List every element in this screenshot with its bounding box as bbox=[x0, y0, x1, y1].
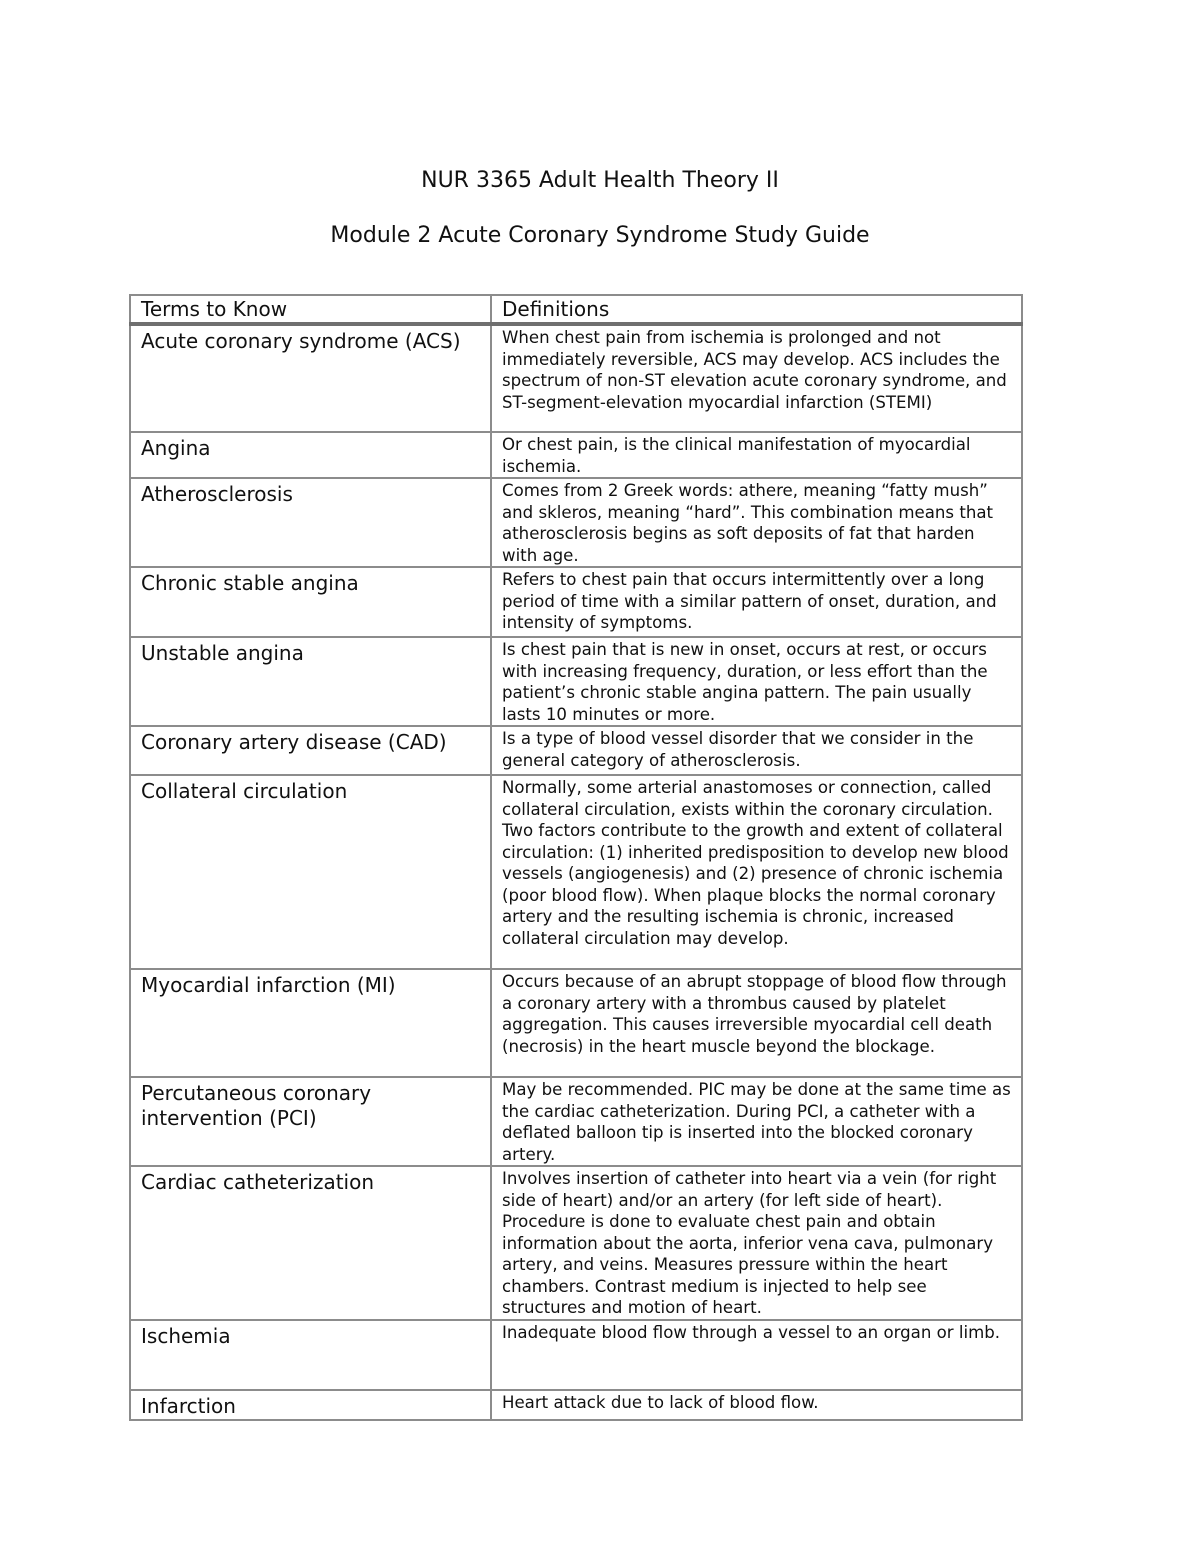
table-row bbox=[130, 567, 1022, 637]
definition-cell: Heart attack due to lack of blood flow. bbox=[491, 1390, 1022, 1420]
header-definitions: Definitions bbox=[491, 295, 1022, 324]
term-cell: Angina bbox=[130, 432, 491, 478]
table-header-row bbox=[130, 295, 1022, 324]
table-row bbox=[130, 478, 1022, 567]
definition-cell: Occurs because of an abrupt stoppage of blood flow through a coronary artery with a thrombus caused by platelet aggregation. This causes irreversible myocardial cell death (necrosis) in the heart muscle beyond the blockage. bbox=[491, 969, 1022, 1077]
definition-cell: Is chest pain that is new in onset, occurs at rest, or occurs with increasing frequency, duration, or less effort than the patient’s chronic stable angina pattern. The pain usually lasts 10 minutes or more. bbox=[491, 637, 1022, 726]
definition-cell: Is a type of blood vessel disorder that we consider in the general category of atherosclerosis. bbox=[491, 726, 1022, 775]
table-row bbox=[130, 324, 1022, 432]
term-cell: Infarction bbox=[130, 1390, 491, 1420]
table-row bbox=[130, 726, 1022, 775]
definition-cell: Inadequate blood flow through a vessel to an organ or limb. bbox=[491, 1320, 1022, 1390]
header-terms: Terms to Know bbox=[130, 295, 491, 324]
table-row bbox=[130, 432, 1022, 478]
table-row bbox=[130, 1166, 1022, 1320]
term-cell: Collateral circulation bbox=[130, 775, 491, 969]
definition-cell: May be recommended. PIC may be done at the same time as the cardiac catheterization. During PCI, a catheter with a deflated balloon tip is inserted into the blocked coronary artery. bbox=[491, 1077, 1022, 1166]
term-cell: Acute coronary syndrome (ACS) bbox=[130, 324, 491, 432]
table-row bbox=[130, 1320, 1022, 1390]
table-row bbox=[130, 637, 1022, 726]
table-row bbox=[130, 969, 1022, 1077]
term-cell: Atherosclerosis bbox=[130, 478, 491, 567]
term-cell: Chronic stable angina bbox=[130, 567, 491, 637]
term-cell: Ischemia bbox=[130, 1320, 491, 1390]
definition-cell: Involves insertion of catheter into heart via a vein (for right side of heart) and/or an artery (for left side of heart). Procedure is done to evaluate chest pain and obtain information about the aorta, inferior vena cava, pulmonary artery, and veins. Measures pressure within the heart chambers. Contrast medium is injected to help see structures and motion of heart. bbox=[491, 1166, 1022, 1320]
term-cell: Percutaneous coronary intervention (PCI) bbox=[130, 1077, 491, 1166]
table-row bbox=[130, 1077, 1022, 1166]
term-cell: Myocardial infarction (MI) bbox=[130, 969, 491, 1077]
term-cell: Cardiac catheterization bbox=[130, 1166, 491, 1320]
definition-cell: When chest pain from ischemia is prolonged and not immediately reversible, ACS may develop. ACS includes the spectrum of non-ST elevation acute coronary syndrome, and ST-segment-elevation myocardial infarction (STEMI) bbox=[491, 324, 1022, 432]
document-subtitle: Module 2 Acute Coronary Syndrome Study Guide bbox=[330, 223, 870, 248]
definition-cell: Or chest pain, is the clinical manifestation of myocardial ischemia. bbox=[491, 432, 1022, 478]
definition-cell: Normally, some arterial anastomoses or connection, called collateral circulation, exists within the coronary circulation. Two factors contribute to the growth and extent of collateral circulation: (1) inherited predisposition to develop new blood vessels (angiogenesis) and (2) presence of chronic ischemia (poor blood flow). When plaque blocks the normal coronary artery and the resulting ischemia is chronic, increased collateral circulation may develop. bbox=[491, 775, 1022, 969]
term-cell: Unstable angina bbox=[130, 637, 491, 726]
table-row bbox=[130, 775, 1022, 969]
term-cell: Coronary artery disease (CAD) bbox=[130, 726, 491, 775]
definition-cell: Refers to chest pain that occurs intermittently over a long period of time with a similar pattern of onset, duration, and intensity of symptoms. bbox=[491, 567, 1022, 637]
table-row bbox=[130, 1390, 1022, 1420]
document-title: NUR 3365 Adult Health Theory II bbox=[421, 168, 779, 193]
terms-table bbox=[129, 294, 1023, 1421]
definition-cell: Comes from 2 Greek words: athere, meaning “fatty mush” and skleros, meaning “hard”. This combination means that atherosclerosis begins as soft deposits of fat that harden with age. bbox=[491, 478, 1022, 567]
